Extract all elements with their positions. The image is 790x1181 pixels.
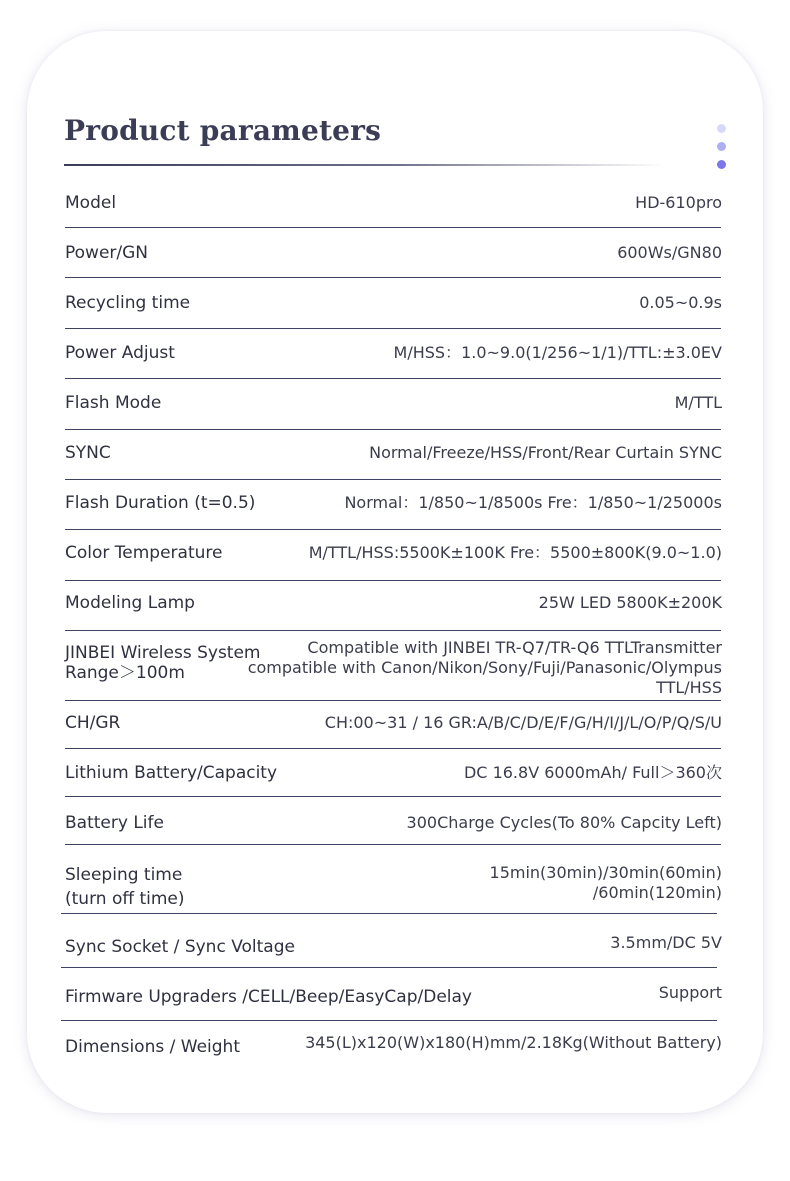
param-label: Modeling Lamp [65, 593, 195, 613]
param-label: CH/GR [65, 713, 121, 733]
param-value: HD-610pro [635, 193, 722, 212]
param-label: SYNC [65, 443, 111, 463]
row-divider [65, 748, 721, 749]
param-value: 25W LED 5800K±200K [538, 593, 722, 612]
row-divider [65, 796, 721, 797]
param-label: Lithium Battery/Capacity [65, 763, 278, 783]
row-divider [65, 700, 721, 701]
row-divider [65, 328, 721, 329]
param-label: Sync Socket / Sync Voltage [65, 937, 295, 957]
row-divider [65, 378, 721, 379]
param-value: 345(L)x120(W)x180(H)mm/2.18Kg(Without Battery) [305, 1033, 722, 1052]
param-value: M/HSS：1.0~9.0(1/256~1/1)/TTL:±3.0EV [393, 343, 722, 362]
param-value: 600Ws/GN80 [617, 243, 722, 262]
param-value: Compatible with JINBEI TR-Q7/TR-Q6 TTLTransmitter compatible with Canon/Nikon/Sony/Fuji/Panasonic/Olympus TTL/HSS [247, 638, 722, 697]
row-divider [65, 429, 721, 430]
row-divider [61, 913, 717, 914]
param-label: Battery Life [65, 813, 164, 833]
param-value: 300Charge Cycles(To 80% Capcity Left) [406, 813, 722, 832]
param-value: M/TTL [674, 393, 722, 412]
param-value: 15min(30min)/30min(60min) /60min(120min) [489, 863, 722, 902]
param-value: 3.5mm/DC 5V [610, 933, 722, 952]
row-divider [65, 529, 721, 530]
param-label: Flash Duration (t=0.5) [65, 493, 256, 513]
row-divider [65, 630, 721, 631]
param-value: M/TTL/HSS:5500K±100K Fre：5500±800K(9.0~1.0) [308, 543, 722, 562]
page-title: Product parameters [64, 114, 382, 147]
param-value: Normal/Freeze/HSS/Front/Rear Curtain SYNC [369, 443, 722, 462]
param-value: Support [658, 983, 722, 1002]
param-label: Color Temperature [65, 543, 223, 563]
param-value: 0.05~0.9s [639, 293, 722, 312]
param-label: Flash Mode [65, 393, 162, 413]
param-label: Sleeping time (turn off time) [65, 865, 185, 909]
param-label: Dimensions / Weight [65, 1037, 240, 1057]
param-label: Model [65, 193, 117, 213]
param-value: DC 16.8V 6000mAh/ Full＞360次 [463, 763, 722, 782]
row-divider [65, 227, 721, 228]
param-value: Normal：1/850~1/8500s Fre：1/850~1/25000s [344, 493, 722, 512]
row-divider [65, 277, 721, 278]
param-label: Power/GN [65, 243, 149, 263]
param-label: Firmware Upgraders /CELL/Beep/EasyCap/Delay [65, 987, 472, 1007]
param-label: Power Adjust [65, 343, 175, 363]
row-divider [65, 580, 721, 581]
row-divider [65, 479, 721, 480]
row-divider [61, 1020, 717, 1021]
param-value: CH:00~31 / 16 GR:A/B/C/D/E/F/G/H/I/J/L/O/P/Q/S/U [324, 713, 722, 732]
row-divider [61, 967, 717, 968]
param-label: JINBEI Wireless System Range＞100m [65, 643, 261, 683]
param-label: Recycling time [65, 293, 191, 313]
row-divider [65, 844, 721, 845]
